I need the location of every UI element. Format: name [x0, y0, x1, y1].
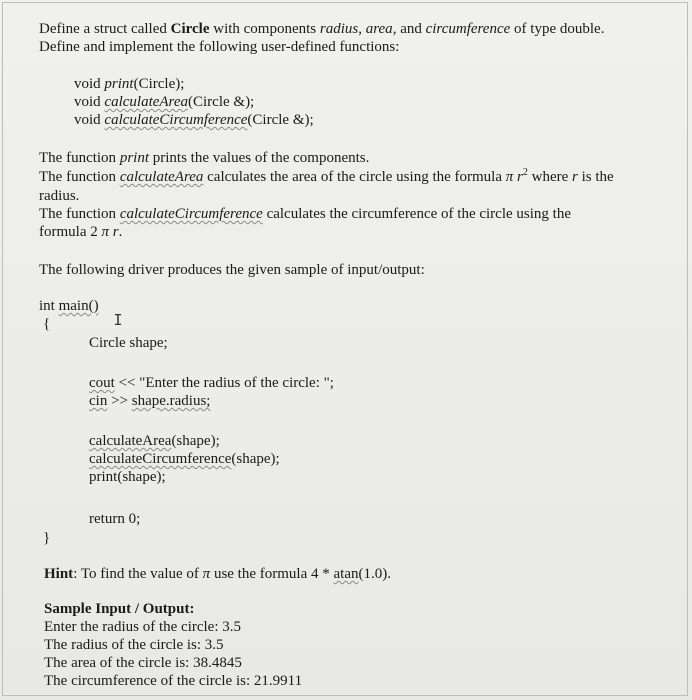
description-text: The function	[39, 169, 120, 185]
variable-r: r	[513, 169, 523, 185]
code-text: shape.radius;	[131, 393, 211, 409]
description-text: calculates the circumference of the circle using the	[262, 206, 571, 222]
function-args: (Circle &);	[188, 94, 255, 110]
code-call-print: print(shape);	[89, 469, 166, 485]
struct-name: Circle	[170, 21, 210, 37]
description-line-1	[39, 150, 369, 167]
code-text: (shape);	[171, 433, 220, 449]
keyword-int: int	[39, 298, 59, 314]
component-radius: radius	[319, 21, 359, 37]
sample-heading: Sample Input / Output:	[44, 601, 195, 617]
intro-text: with components	[209, 21, 320, 37]
prototype-calculate-area	[74, 94, 254, 111]
pi-symbol: π	[202, 566, 211, 582]
intro-text: , and	[392, 21, 426, 37]
prototype-print	[74, 76, 184, 93]
keyword-void: void	[74, 76, 105, 92]
description-text: where	[527, 169, 573, 185]
code-text: >>	[107, 393, 132, 409]
description-text: The function	[39, 150, 120, 166]
driver-intro: The following driver produces the given sample of input/output:	[39, 262, 425, 278]
function-name: print	[119, 150, 149, 166]
hint-label: Hint	[44, 566, 74, 582]
function-name: calculateCircumference	[119, 206, 263, 222]
function-name: calculateArea	[119, 169, 204, 185]
function-name: calculateCircumference	[104, 112, 248, 128]
keyword-void: void	[74, 94, 105, 110]
code-call-calculate-area	[89, 433, 220, 450]
keyword-cout: cout	[89, 375, 115, 391]
code-text: (shape);	[231, 451, 280, 467]
function-name: atan	[333, 566, 359, 582]
keyword-void: void	[74, 112, 105, 128]
description-text: prints the values of the components.	[149, 150, 370, 166]
component-circumference: circumference	[425, 21, 511, 37]
description-text: is the	[577, 169, 614, 185]
text-cursor-icon: I	[113, 311, 123, 329]
description-text: formula 2	[39, 224, 102, 240]
description-text: The function	[39, 206, 120, 222]
pi-symbol: π	[505, 169, 514, 185]
component-area: area	[365, 21, 393, 37]
exponent: 2	[522, 167, 528, 178]
intro-line-1	[39, 21, 604, 38]
function-name: main()	[58, 298, 99, 314]
pi-symbol: π	[101, 224, 109, 240]
code-main-signature	[39, 298, 99, 315]
code-close-brace: }	[43, 530, 51, 546]
intro-text: ,	[358, 21, 366, 37]
sample-output-line: Enter the radius of the circle: 3.5	[44, 619, 242, 635]
description-line-5	[39, 224, 122, 241]
variable-r: r	[572, 169, 578, 185]
description-text: .	[118, 224, 123, 240]
hint-text: : To find the value of	[73, 566, 203, 582]
description-line-2	[39, 169, 614, 186]
function-name: calculateArea	[89, 433, 172, 449]
function-args: (Circle);	[133, 76, 185, 92]
code-declaration: Circle shape;	[89, 335, 168, 351]
prototype-calculate-circumference	[74, 112, 314, 129]
sample-output-line: The area of the circle is: 38.4845	[44, 655, 242, 671]
description-line-3: radius.	[39, 188, 80, 204]
hint-line	[44, 566, 391, 583]
function-name: print	[104, 76, 134, 92]
intro-text: of type double.	[510, 21, 605, 37]
code-call-calculate-circumference	[89, 451, 280, 468]
description-line-4	[39, 206, 571, 223]
code-cin-line	[89, 393, 210, 410]
code-open-brace: {	[43, 316, 51, 332]
code-text: << "Enter the radius of the circle: ";	[114, 375, 334, 391]
description-text: calculates the area of the circle using the formula	[203, 169, 506, 185]
sample-output-line: The circumference of the circle is: 21.9911	[44, 673, 303, 689]
hint-text: use the formula 4 *	[210, 566, 334, 582]
intro-text: Define a struct called	[39, 21, 171, 37]
function-args: (Circle &);	[247, 112, 314, 128]
hint-text: (1.0).	[358, 566, 391, 582]
intro-line-2: Define and implement the following user-defined functions:	[39, 39, 400, 55]
keyword-cin: cin	[89, 393, 108, 409]
function-name: calculateArea	[104, 94, 188, 110]
sample-output-line: The radius of the circle is: 3.5	[44, 637, 224, 653]
variable-r: r	[109, 224, 119, 240]
function-name: calculateCircumference	[89, 451, 232, 467]
code-cout-line	[89, 375, 334, 392]
code-return: return 0;	[89, 511, 141, 527]
